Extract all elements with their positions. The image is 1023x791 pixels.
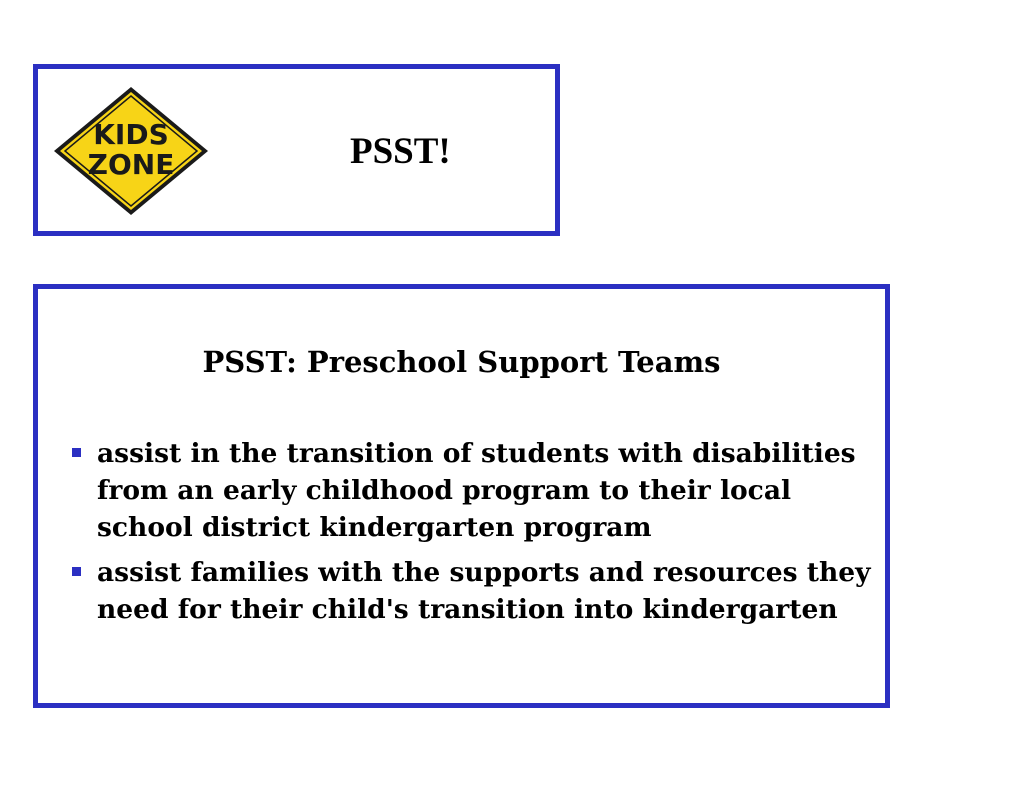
list-item — [72, 554, 872, 628]
content-box — [33, 284, 890, 708]
sign-text-line2: ZONE — [87, 148, 175, 181]
list-item — [72, 435, 872, 546]
title-box — [33, 64, 560, 236]
content-heading: PSST: Preschool Support Teams — [202, 345, 721, 379]
slide-title: PSST! — [350, 131, 451, 172]
bullet-text: assist in the transition of students with disabilities from an early childhood program to their local school district kindergarten program — [97, 438, 856, 543]
kids-zone-sign-icon — [48, 81, 214, 221]
square-bullet-icon — [72, 448, 81, 457]
bullet-list — [72, 435, 872, 636]
bullet-text: assist families with the supports and resources they need for their child's transition into kindergarten — [97, 557, 871, 625]
sign-text-line1: KIDS — [93, 118, 169, 151]
square-bullet-icon — [72, 567, 81, 576]
